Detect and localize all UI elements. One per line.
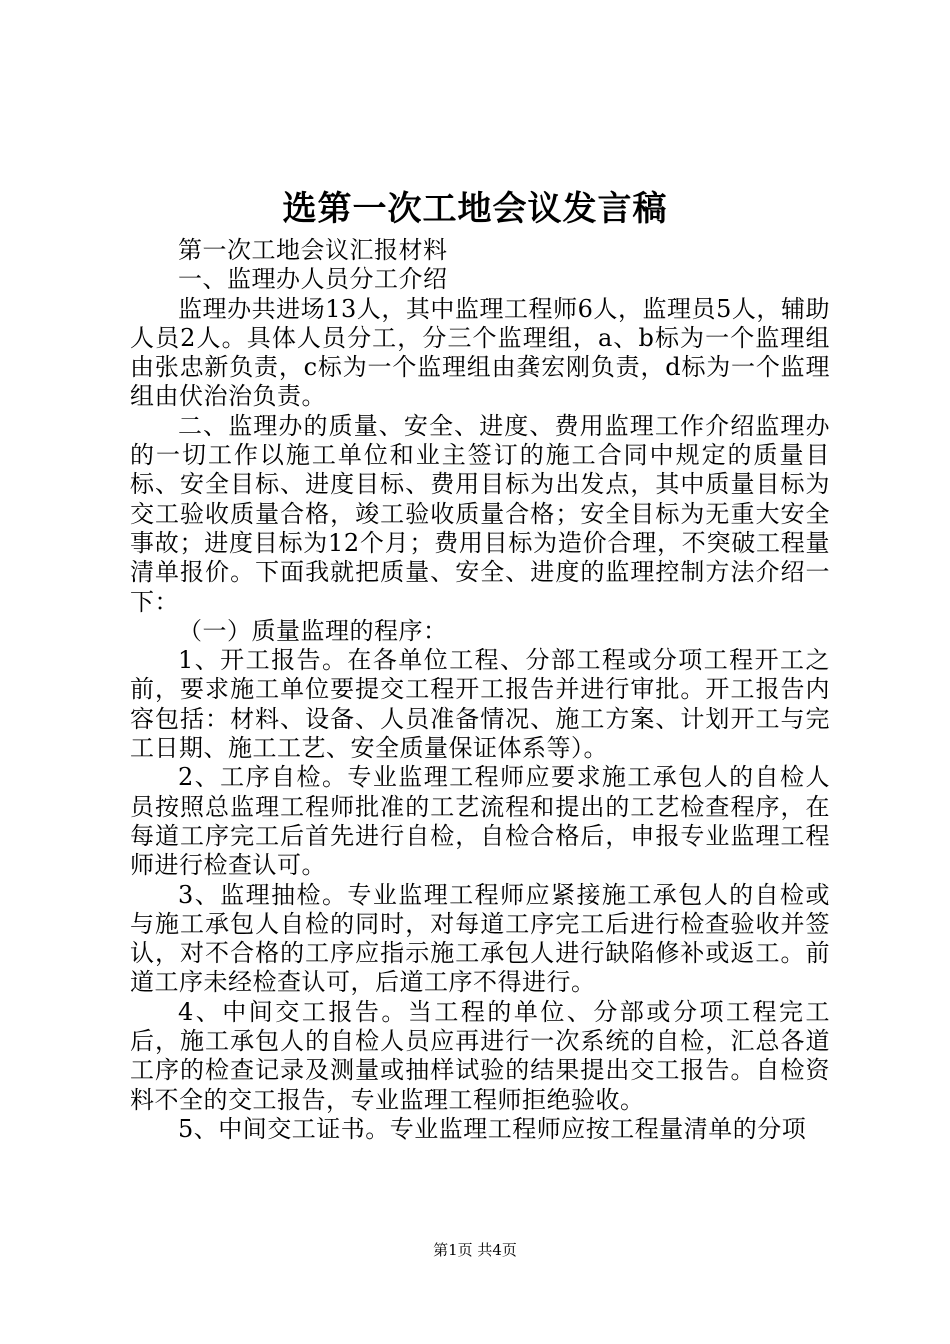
paragraph-section-1-heading: 一、监理办人员分工介绍 <box>178 265 448 294</box>
page-footer: 第1页 共4页 <box>433 1241 517 1259</box>
paragraph-item-5: 5、中间交工证书。专业监理工程师应按工程量清单的分项 <box>178 1114 807 1143</box>
paragraph-staffing: 监理办共进场13人，其中监理工程师6人，监理员5人，辅助人员2人。具体人员分工，分三个监理组，a、b标为一个监理组由张忠新负责，c标为一个监理组由龚宏刚负责，d标为一个监理组由伏治治负责。 <box>130 294 830 411</box>
paragraph-item-3: 3、监理抽检。专业监理工程师应紧接施工承包人的自检或与施工承包人自检的同时，对每道工序完工后进行检查验收并签认，对不合格的工序应指示施工承包人进行缺陷修补或返工。前道工序未经检查认可，后道工序不得进行。 <box>130 880 830 997</box>
document-title: 选第一次工地会议发言稿 <box>282 189 668 229</box>
paragraph-section-2: 二、监理办的质量、安全、进度、费用监理工作介绍监理办的一切工作以施工单位和业主签订的施工合同中规定的质量目标、安全目标、进度目标、费用目标为出发点，其中质量目标为交工验收质量合格，竣工验收质量合格；安全目标为无重大安全事故；进度目标为12个月；费用目标为造价合理，不突破工程量清单报价。下面我就把质量、安全、进度的监理控制方法介绍一下： <box>130 411 830 616</box>
document-body <box>130 236 830 1144</box>
paragraph-subtitle: 第一次工地会议汇报材料 <box>178 236 448 264</box>
paragraph-item-2: 2、工序自检。专业监理工程师应要求施工承包人的自检人员按照总监理工程师批准的工艺流程和提出的工艺检查程序，在每道工序完工后首先进行自检，自检合格后，申报专业监理工程师进行检查认可。 <box>130 763 830 880</box>
paragraph-item-4: 4、中间交工报告。当工程的单位、分部或分项工程完工后，施工承包人的自检人员应再进行一次系统的自检，汇总各道工序的检查记录及测量或抽样试验的结果提出交工报告。自检资料不全的交工报告，专业监理工程师拒绝验收。 <box>130 997 830 1114</box>
paragraph-item-1: 1、开工报告。在各单位工程、分部工程或分项工程开工之前，要求施工单位要提交工程开工报告并进行审批。开工报告内容包括：材料、设备、人员准备情况、施工方案、计划开工与完工日期、施工工艺、安全质量保证体系等）。 <box>130 646 830 763</box>
paragraph-quality-procedure-heading: （一）质量监理的程序： <box>178 616 448 645</box>
